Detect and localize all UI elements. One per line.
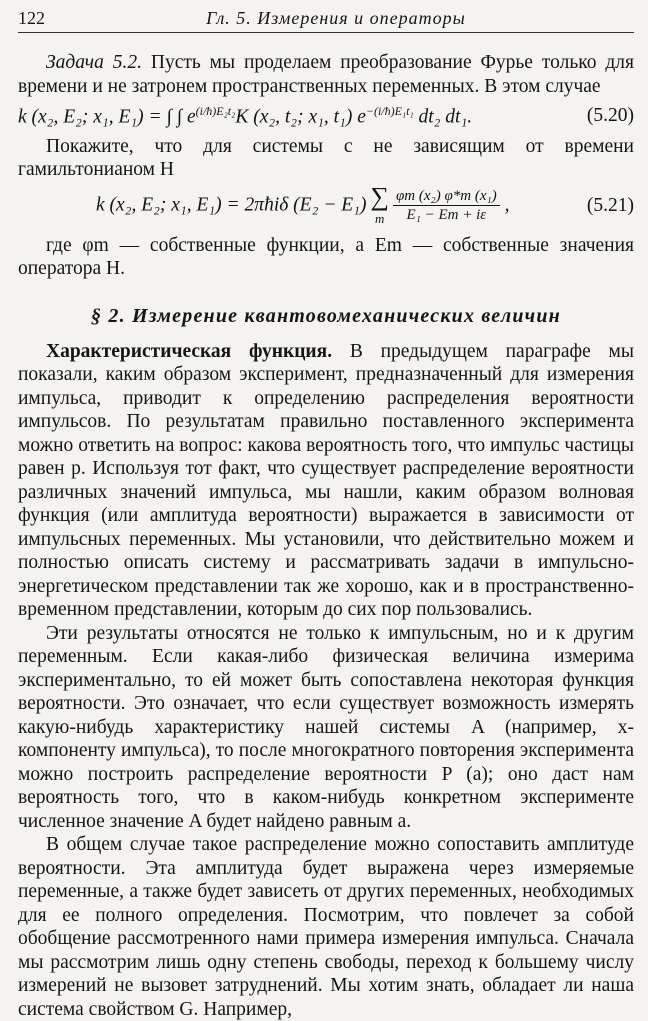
eq-520-tail: dt₂ dt₁.	[413, 106, 473, 128]
paragraph-3: В общем случае такое распределение можно сопоставить амплитуде вероятности. Эта амплитуда будет выражена через измеряемые переменные, а также будет зависеть от других переменных, необходимых для ее полного определения. Посмотрим, что повлечет за собой обобщение рассмотренного нами примера измерения импульса. Сначала мы рассмотрим лишь одну степень свободы, переход к большему числу измерений не вызовет затруднений. Мы хотим знать, обладает ли наша система свойством G. Например,	[18, 834, 634, 1020]
paragraph-2: Эти результаты относятся не только к импульсным, но и к другим переменным. Если какая-либо физическая величина измерима экспериментально, то ей может быть сопоставлена некоторая функция вероятности. Это означает, что если существует возможность измерять какую-нибудь характеристику нашей системы A (например, x-компоненту импульса), то после многократного повторения эксперимента можно построить распределение вероятности P (a); оно даст нам вероятность того, что в каком-нибудь конкретном эксперименте численное значение A будет найдено равным a.	[18, 622, 634, 832]
sum-index: m	[375, 210, 385, 226]
task-label: Задача 5.2.	[46, 52, 142, 73]
task-text: Пусть мы проделаем преобразование Фурье только для времени и не затронем пространственных переменных. В этом случае	[18, 52, 634, 97]
eq-521-tail: ,	[499, 193, 510, 215]
equation-5-20-body	[18, 104, 562, 129]
eq-520-mid: K (x₂, t₂; x₁, t₁) e	[235, 106, 366, 128]
paragraph-eigenfunctions: где φm — собственные функции, а Em — собственные значения оператора H.	[18, 234, 634, 279]
fraction-numerator: φm (x₂) φ*m (x₁)	[393, 187, 500, 206]
equation-number-5-21: (5.21)	[586, 194, 634, 216]
equation-5-21-body	[18, 181, 562, 228]
fraction-denominator: E₁ − Em + iε	[406, 207, 487, 223]
paragraph-hamiltonian: Покажите, что для системы с не зависящим от времени гамильтонианом H	[18, 135, 634, 180]
page-header	[18, 8, 634, 33]
task-paragraph	[18, 51, 634, 98]
eq-521-lhs: k (x₂, E₂; x₁, E₁) = 2πħiδ (E₂ − E₁)	[96, 193, 367, 215]
paragraph-1-text: В предыдущем параграфе мы показали, каким образом эксперимент, предназначенный для измерения импульса, приводит к определению распределения вероятности импульсов. По результатам правильно поставленного эксперимента можно ответить на вопрос: какова вероятность того, что импульс частицы равен p. Используя тот факт, что существует распределение вероятности различных значений импульса, мы нашли, каким образом волновая функция (или амплитуда вероятности) выражается в зависимости от импульсных переменных. Мы установили, что действительно можем и полностью описать систему и рассматривать задачи в импульсно-энергетическом представлении так же хорошо, как и в пространственно-временном представлении, которым до сих пор пользовались.	[18, 340, 634, 620]
equation-number-5-20: (5.20)	[586, 105, 634, 127]
eq-520-exp2: −(i/ħ)E₁t₁	[365, 104, 414, 118]
paragraph-1-lead: Характеристическая функция.	[46, 340, 333, 362]
paragraph-1	[18, 340, 634, 622]
sum-sigma: ∑	[370, 181, 389, 211]
running-title: Гл. 5. Измерения и операторы	[206, 8, 466, 28]
sum-symbol	[370, 181, 389, 228]
fraction	[393, 187, 500, 224]
equation-5-21	[18, 181, 634, 228]
section-title: § 2. Измерение квантовомеханических величин	[91, 304, 561, 327]
equation-5-20	[18, 104, 634, 129]
eq-520-exp1: (i/ħ)E₂t₂	[195, 104, 236, 118]
page-number: 122	[18, 8, 45, 28]
eq-520-lhs: k (x₂, E₂; x₁, E₁) = ∫ ∫ e	[18, 106, 196, 128]
